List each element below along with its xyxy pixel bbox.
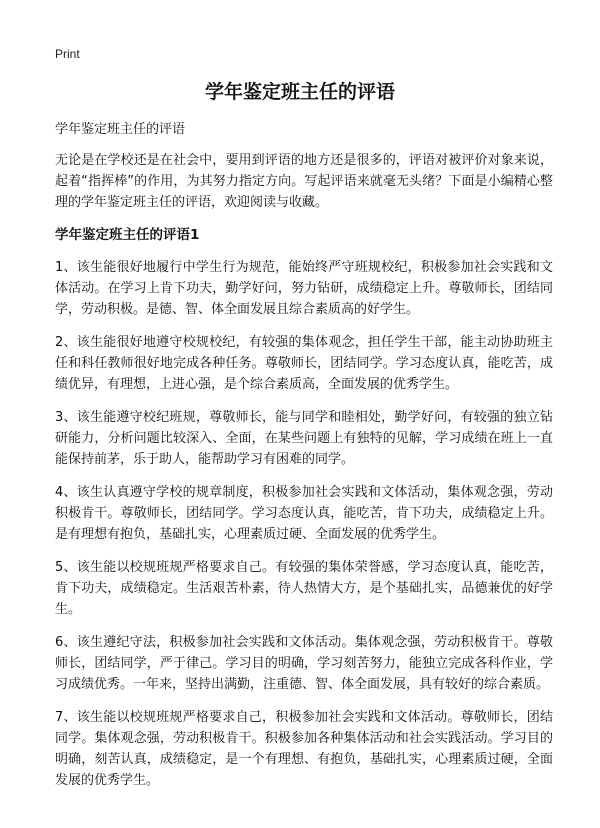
comment-item-7: 7、该生能以校规班规严格要求自己，积极参加社会实践和文体活动。尊敬师长，团结同学。集体观念强，劳动积极肯干。积极参加各种集体活动和社会实践活动。学习目的明确，刻苦认真，成绩稳定，是一个有理想、有抱负，基础扎实，心理素质过硬，全面发展的优秀学生。 — [55, 710, 553, 788]
comment-item-3: 3、该生能遵守校纪班规，尊敬师长，能与同学和睦相处，勤学好问，有较强的独立钻研能力，分析问题比较深入、全面，在某些问题上有独特的见解，学习成绩在班上一直能保持前茅，乐于助人，能帮助学习有困难的同学。 — [55, 410, 553, 467]
comment-item-5: 5、该生能以校规班规严格要求自己。有较强的集体荣誉感，学习态度认真，能吃苦，肯下功夫，成绩稳定。生活艰苦朴素，待人热情大方，是个基础扎实，品德兼优的好学生。 — [55, 560, 553, 617]
page-title: 学年鉴定班主任的评语 — [204, 81, 395, 103]
comment-item-1: 1、该生能很好地履行中学生行为规范，能始终严守班规校纪，积极参加社会实践和文体活动。在学习上肯下功夫，勤学好问，努力钻研，成绩稳定上升。尊敬师长，团结同学，劳动积极。是德、智、体全面发展且综合素质高的好学生。 — [55, 260, 553, 317]
comment-item-6: 6、该生遵纪守法，积极参加社会实践和文体活动。集体观念强，劳动积极肯干。尊敬师长，团结同学，严于律己。学习目的明确，学习刻苦努力，能独立完成各科作业，学习成绩优秀。一年来，坚持出满勤，注重德、智、体全面发展，具有较好的综合素质。 — [55, 635, 553, 692]
document-subtitle: 学年鉴定班主任的评语 — [55, 122, 186, 137]
comment-item-4: 4、该生认真遵守学校的规章制度，积极参加社会实践和文体活动，集体观念强，劳动积极肯干。尊敬师长，团结同学。学习态度认真，能吃苦，肯下功夫，成绩稳定上升。是有理想有抱负，基础扎实，心理素质过硬、全面发展的优秀学生。 — [55, 485, 553, 542]
section-heading: 学年鉴定班主任的评语1 — [55, 227, 200, 243]
print-link[interactable]: Print — [55, 47, 80, 61]
comment-item-2: 2、该生能很好地遵守校规校纪，有较强的集体观念，担任学生干部，能主动协助班主任和科任教师很好地完成各种任务。尊敬师长，团结同学。学习态度认真，能吃苦，成绩优异，有理想，上进心强，是个综合素质高，全面发展的优秀学生。 — [55, 335, 553, 392]
intro-paragraph: 无论是在学校还是在社会中，要用到评语的地方还是很多的，评语对被评价对象来说，起着“指挥棒”的作用，为其努力指定方向。写起评语来就毫无头绪？下面是小编精心整理的学年鉴定班主任的评语，欢迎阅读与收藏。 — [55, 153, 553, 210]
document-body — [55, 120, 553, 803]
